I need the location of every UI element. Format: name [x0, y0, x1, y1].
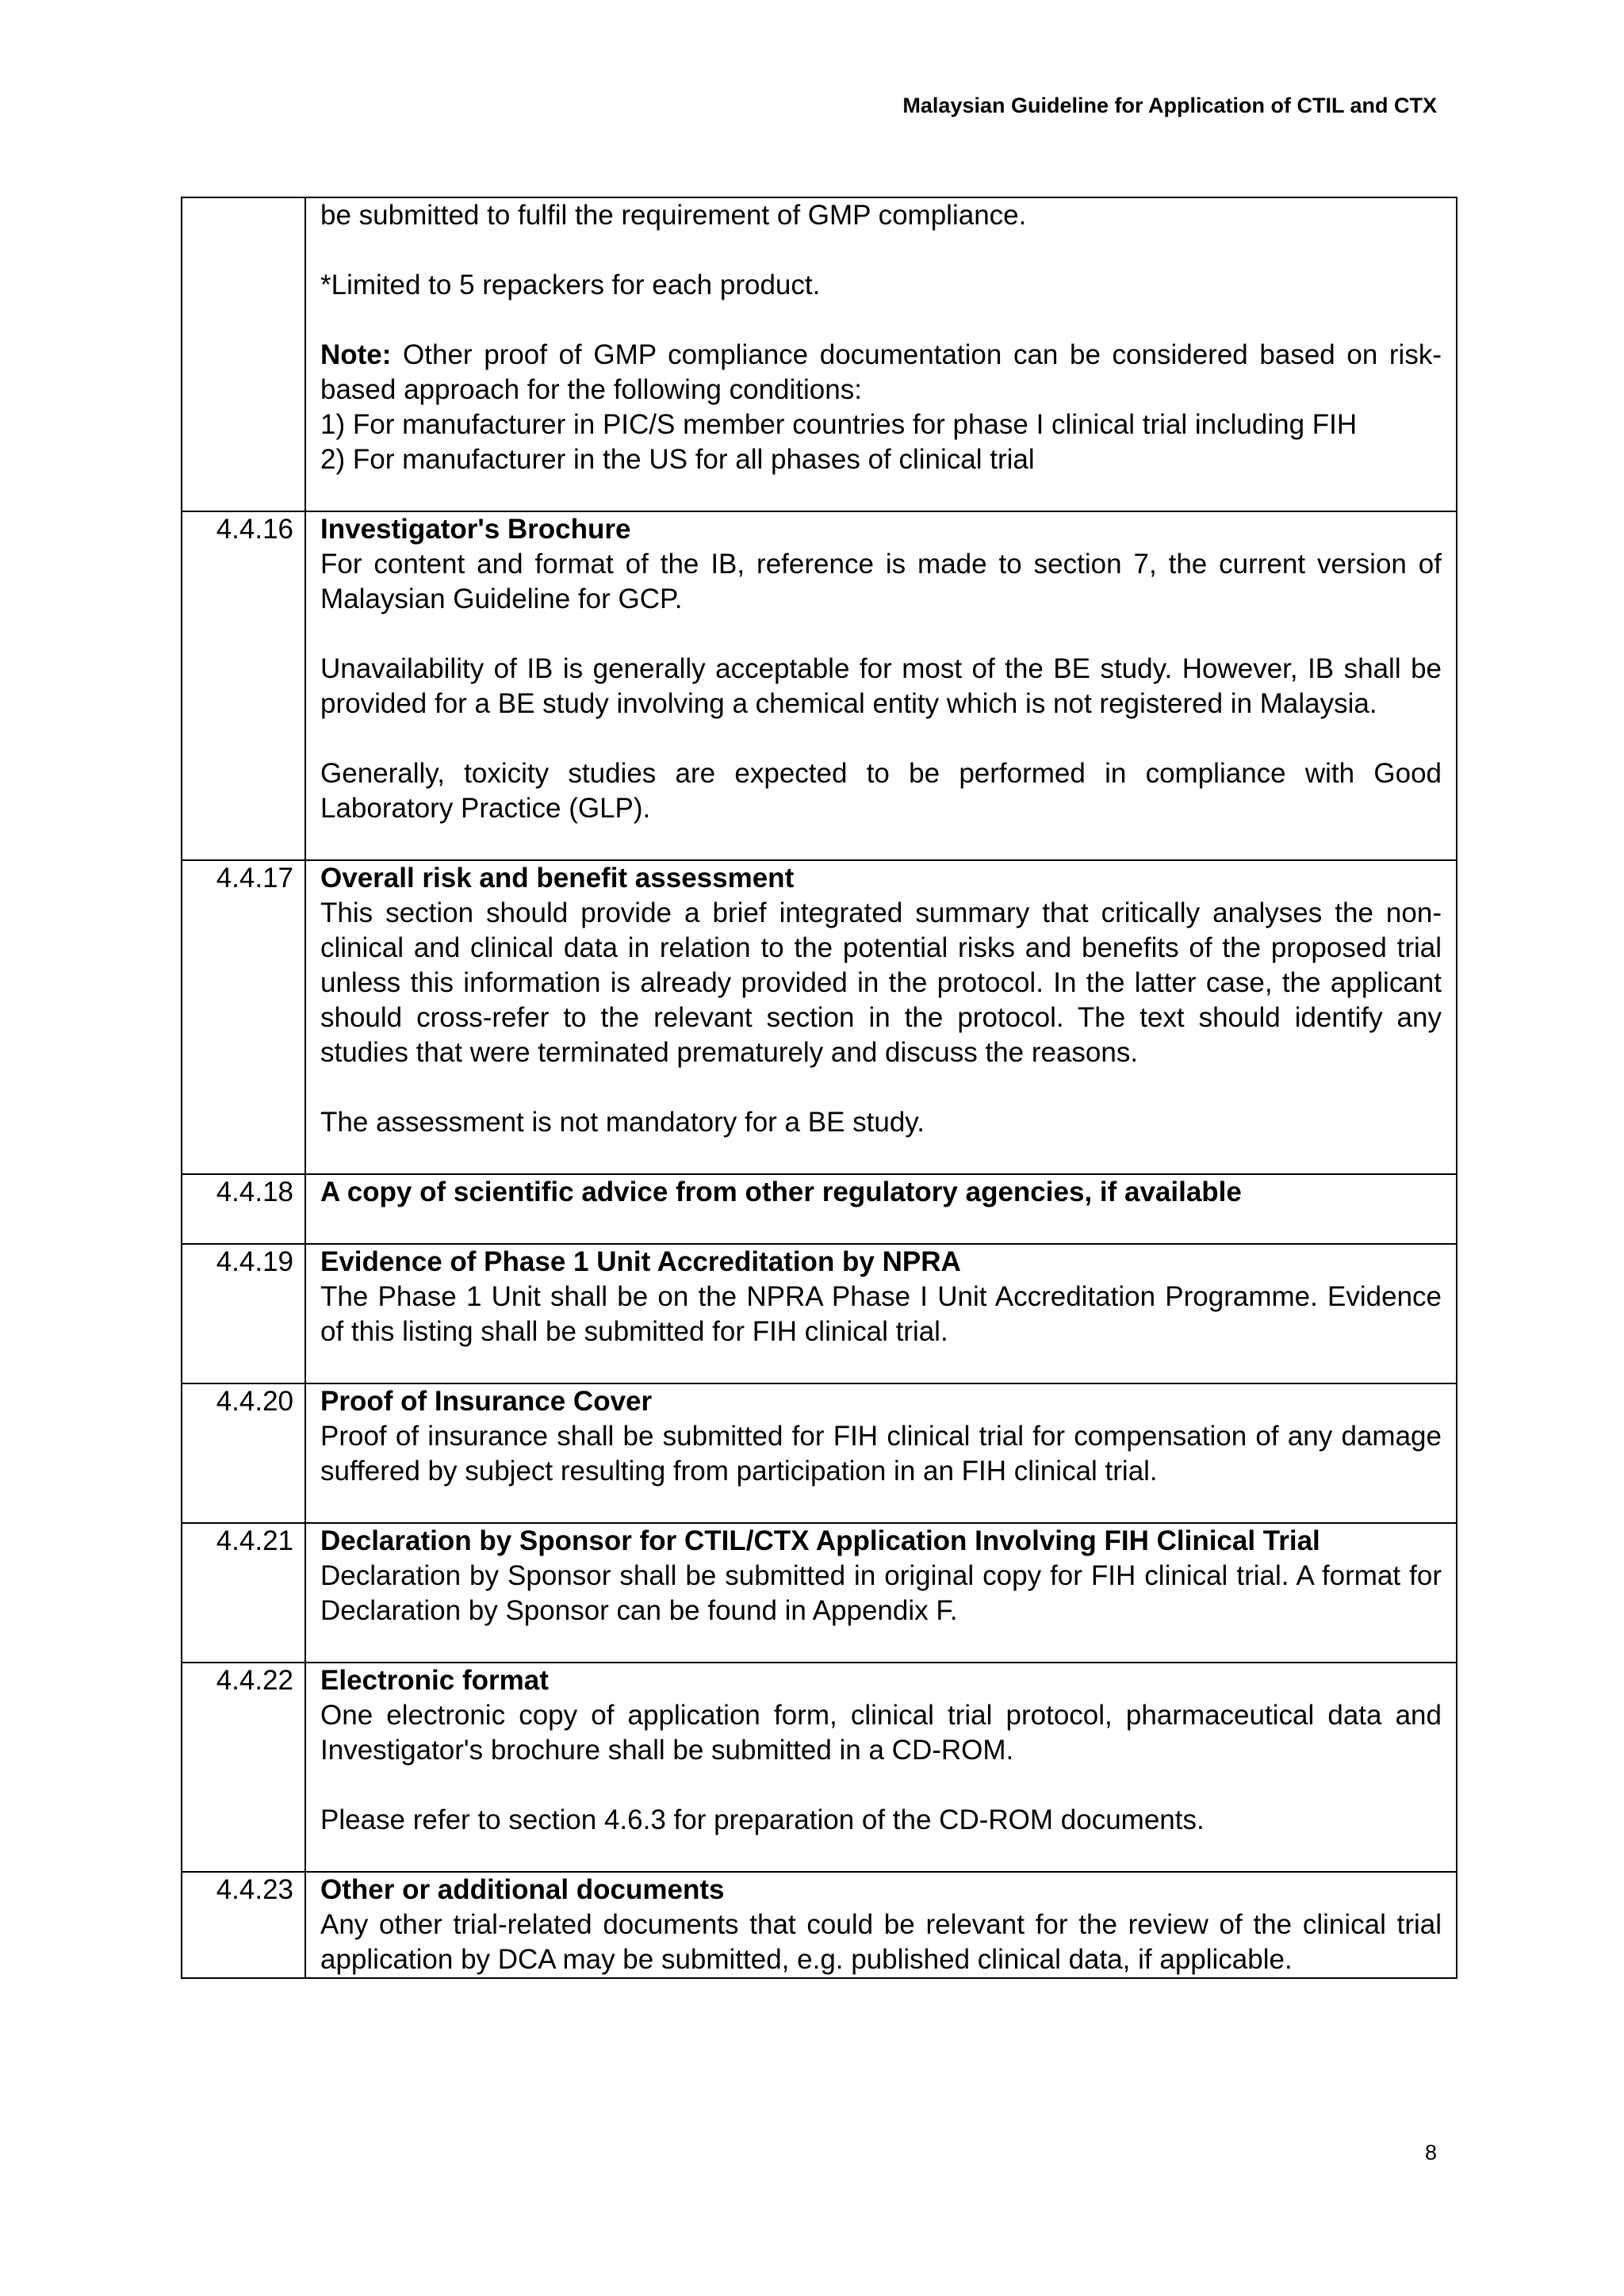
- section-number: 4.4.19: [182, 1244, 305, 1383]
- table-row-4-4-20: [182, 1383, 1457, 1523]
- section-number: 4.4.21: [182, 1523, 305, 1663]
- table-row-4-4-19: [182, 1244, 1457, 1383]
- section-number: 4.4.23: [182, 1872, 305, 1978]
- note-text: Other proof of GMP compliance documentation can be considered based on risk-based approach for the following conditions:: [320, 339, 1442, 405]
- section-title: Other or additional documents: [320, 1874, 725, 1905]
- table-row-4-4-22: [182, 1663, 1457, 1872]
- table-row-4-4-16: [182, 511, 1457, 860]
- paragraph: *Limited to 5 repackers for each product.: [320, 270, 821, 300]
- table-row-4-4-17: [182, 860, 1457, 1174]
- section-content-cell: [305, 1663, 1457, 1872]
- section-content-cell: [305, 1523, 1457, 1663]
- table-row-continuation: [182, 197, 1457, 511]
- section-title: Overall risk and benefit assessment: [320, 863, 795, 894]
- section-title: Declaration by Sponsor for CTIL/CTX Application Involving FIH Clinical Trial: [320, 1525, 1320, 1556]
- section-content-cell: [305, 511, 1457, 860]
- section-number: 4.4.20: [182, 1383, 305, 1523]
- section-title: A copy of scientific advice from other regulatory agencies, if available: [320, 1177, 1242, 1207]
- paragraph: For content and format of the IB, reference is made to section 7, the current version of Malaysian Guideline for GCP.: [320, 549, 1442, 614]
- section-title: Evidence of Phase 1 Unit Accreditation by NPRA: [320, 1246, 961, 1277]
- paragraph: The assessment is not mandatory for a BE study.: [320, 1107, 925, 1138]
- table-row-4-4-23: [182, 1872, 1457, 1978]
- section-number: 4.4.16: [182, 511, 305, 860]
- section-content-cell: [305, 1383, 1457, 1523]
- paragraph: Please refer to section 4.6.3 for preparation of the CD-ROM documents.: [320, 1804, 1205, 1835]
- paragraph: Declaration by Sponsor shall be submitted in original copy for FIH clinical trial. A format for Declaration by Sponsor can be found in Appendix F.: [320, 1560, 1442, 1626]
- section-number: 4.4.17: [182, 860, 305, 1174]
- condition-item: 1) For manufacturer in PIC/S member countries for phase I clinical trial including FIH: [320, 409, 1358, 440]
- section-content-cell: [305, 1174, 1457, 1244]
- section-title: Investigator's Brochure: [320, 514, 631, 545]
- section-content-cell: [305, 860, 1457, 1174]
- requirements-table: [181, 197, 1457, 1979]
- section-number: 4.4.22: [182, 1663, 305, 1872]
- paragraph: Unavailability of IB is generally acceptable for most of the BE study. However, IB shall be provided for a BE study involving a chemical entity which is not registered in Malaysia.: [320, 653, 1442, 719]
- page-header: Malaysian Guideline for Application of CTIL and CTX: [902, 94, 1437, 117]
- section-title: Electronic format: [320, 1665, 549, 1696]
- paragraph: Proof of insurance shall be submitted for FIH clinical trial for compensation of any damage suffered by subject resulting from participation in an FIH clinical trial.: [320, 1421, 1442, 1487]
- table-row-4-4-21: [182, 1523, 1457, 1663]
- note-paragraph: [320, 338, 1442, 477]
- paragraph: The Phase 1 Unit shall be on the NPRA Phase I Unit Accreditation Programme. Evidence of this listing shall be submitted for FIH clinical trial.: [320, 1281, 1442, 1347]
- section-content-cell: [305, 197, 1457, 511]
- condition-item: 2) For manufacturer in the US for all phases of clinical trial: [320, 444, 1035, 475]
- section-number: 4.4.18: [182, 1174, 305, 1244]
- table-row-4-4-18: [182, 1174, 1457, 1244]
- section-number-cell: [182, 197, 305, 511]
- section-title: Proof of Insurance Cover: [320, 1386, 653, 1417]
- page-number: 8: [1424, 2141, 1437, 2164]
- section-content-cell: [305, 1244, 1457, 1383]
- section-content-cell: [305, 1872, 1457, 1978]
- paragraph: be submitted to fulfil the requirement of GMP compliance.: [320, 200, 1027, 231]
- paragraph: This section should provide a brief integrated summary that critically analyses the non-clinical and clinical data in relation to the potential risks and benefits of the proposed trial unless this information is already provided in the protocol. In the latter case, the applicant should cross-refer to the relevant section in the protocol. The text should identify any studies that were terminated prematurely and discuss the reasons.: [320, 897, 1442, 1068]
- paragraph: One electronic copy of application form, clinical trial protocol, pharmaceutical data and Investigator's brochure shall be submitted in a CD-ROM.: [320, 1700, 1442, 1766]
- note-label: Note:: [320, 339, 392, 370]
- paragraph: Generally, toxicity studies are expected to be performed in compliance with Good Laboratory Practice (GLP).: [320, 758, 1442, 824]
- paragraph: Any other trial-related documents that could be relevant for the review of the clinical trial application by DCA may be submitted, e.g. published clinical data, if applicable.: [320, 1909, 1442, 1975]
